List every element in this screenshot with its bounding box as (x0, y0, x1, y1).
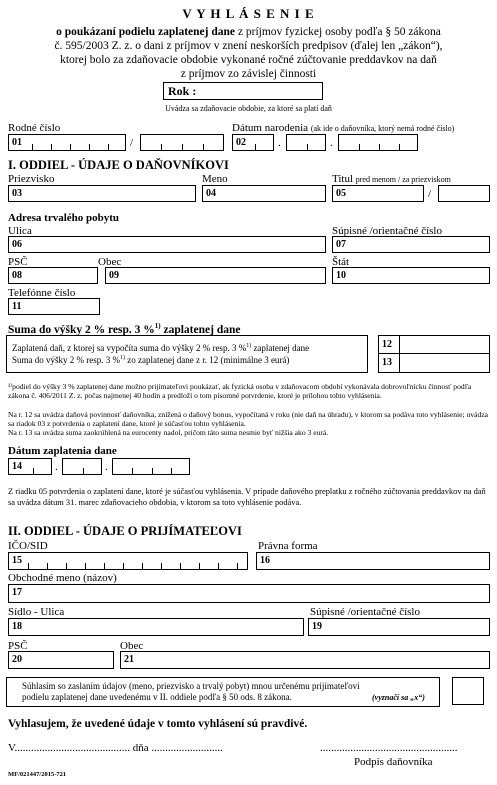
ulica-field[interactable] (8, 236, 326, 253)
form-code: MF/021447/2015-721 (8, 771, 67, 778)
field-number-03: 03 (12, 188, 22, 199)
ulica-label: Ulica (8, 225, 32, 237)
field-number-14: 14 (12, 461, 22, 472)
field-number-12: 12 (382, 339, 392, 350)
supisne-label: Súpisné /orientačné číslo (332, 225, 442, 237)
obec-2-field[interactable] (120, 651, 490, 669)
field-number-07: 07 (336, 239, 346, 250)
consent-text-2: podielu zaplatenej dane uvedenému v II. oddiele podľa § 50 ods. 8 zákona. (22, 692, 292, 702)
meno-field[interactable] (202, 185, 326, 202)
date-separator: . (278, 137, 281, 149)
ico-field[interactable] (8, 552, 248, 570)
document-title: V Y H L Á S E N I E (182, 6, 315, 21)
field-number-16: 16 (260, 555, 270, 566)
obchodne-meno-label: Obchodné meno (názov) (8, 572, 117, 584)
header-line-1: o poukázaní podielu zaplatenej dane z príjmov fyzickej osoby podľa § 50 zákona (56, 26, 441, 38)
ico-label: IČO/SID (8, 540, 48, 552)
field-number-21: 21 (124, 654, 134, 665)
datum-zaplatenia-note: Z riadku 05 potvrdenia o zaplatení dane, ktoré je súčasťou vyhlásenia. V prípade daňového preplatku z ročného zúčtovania preddavkov na daň sa uvádza dátum 31. marec zdaňovacieho obdobia, v ktorom sa toto vyhlásenie podáva. (8, 487, 486, 507)
date-separator: . (55, 461, 58, 473)
field-number-19: 19 (312, 621, 322, 632)
adresa-heading: Adresa trvalého pobytu (8, 212, 120, 224)
field-number-20: 20 (12, 654, 22, 665)
datum-zaplatenia-month[interactable] (62, 458, 102, 475)
supisne-2-label: Súpisné /orientačné číslo (310, 606, 420, 618)
rok-note: Uvádza sa zdaňovacie obdobie, za ktoré sa platí daň (165, 104, 332, 113)
section-1-title: I. ODDIEL - ÚDAJE O DAŇOVNÍKOVI (8, 158, 229, 172)
field-number-01: 01 (12, 137, 22, 148)
header-line-2: č. 595/2003 Z. z. o dani z príjmov v znení neskorších predpisov (ďalej len „zákon“), (54, 40, 443, 52)
consent-text-1: Súhlasím so zaslaním údajov (meno, priezvisko a trvalý pobyt) mnou určenému prijímateľovi (22, 681, 360, 691)
field-number-04: 04 (206, 188, 216, 199)
suma-heading: Suma do výšky 2 % resp. 3 %$^{1)}$ zaplatenej dane (8, 322, 241, 336)
obec-2-label: Obec (120, 640, 144, 652)
priezvisko-field[interactable] (8, 185, 196, 202)
meno-label: Meno (202, 173, 228, 185)
field-number-13: 13 (382, 357, 392, 368)
declaration-text: Vyhlasujem, že uvedené údaje v tomto vyhlásení sú pravdivé. (8, 718, 308, 730)
date-separator: . (330, 137, 333, 149)
pravna-forma-field[interactable] (256, 552, 490, 570)
rodne-cislo-label: Rodné číslo (8, 122, 61, 134)
signature-line[interactable]: .................................................. (320, 742, 458, 754)
suma-field-13[interactable] (378, 353, 490, 373)
consent-hint: (vyznačí sa „x“) (372, 693, 425, 702)
titul-pred-field[interactable] (332, 185, 424, 202)
priezvisko-label: Priezvisko (8, 173, 55, 185)
rok-field[interactable] (163, 82, 323, 100)
obec-label: Obec (98, 256, 122, 268)
suma-row1-text: Zaplatená daň, z ktorej sa vypočíta suma do výšky 2 % resp. 3 %$^{1)}$ zaplatenej dane (12, 343, 310, 353)
header-line-4: z príjmov zo závislej činnosti (180, 68, 317, 80)
datum-zaplatenia-heading: Dátum zaplatenia dane (8, 445, 117, 457)
sidlo-label: Sídlo - Ulica (8, 606, 65, 618)
supisne-field[interactable] (332, 236, 490, 253)
field-number-09: 09 (109, 270, 119, 281)
rodne-cislo-field-part2[interactable] (140, 134, 224, 151)
datum-zaplatenia-year[interactable] (112, 458, 190, 475)
field-number-18: 18 (12, 621, 22, 632)
datum-narodenia-year[interactable] (338, 134, 418, 151)
datum-narodenia-month[interactable] (286, 134, 326, 151)
section-2-title: II. ODDIEL - ÚDAJE O PRIJÍMATEĽOVI (8, 524, 242, 538)
footnote-1: ¹⁾podiel do výšky 3 % zaplatenej dane možno prijímateľovi poukázať, ak fyzická osoba v zdaňovacom období vykonávala dobrovoľnícku činnosť podľa zákona č. 406/2011 Z. z. počas najmenej 40 hodín a predloží o tom písomné potvrdenie, ktoré je prílohou tohto vyhlásenia. (8, 382, 472, 400)
footnote-row-12: Na r. 12 sa uvádza daňová povinnosť daňovníka, znížená o daňový bonus, vypočítaná v roku (nie daň na úhradu), v ktorom sa podáva toto vyhlásenie; uvádza sa riadok 03 z potvrdenia o zaplatení dane, ktoré je súčasťou tohto vyhlásenia. (8, 410, 489, 428)
field-number-15: 15 (12, 555, 22, 566)
date-separator: . (105, 461, 108, 473)
suma-field-12[interactable] (378, 335, 490, 354)
rodne-cislo-slash: / (130, 137, 134, 149)
header-line-3: ktorej bolo za zdaňovacie obdobie vykonané ročné zúčtovanie preddavkov na daň (60, 54, 437, 66)
telefon-label: Telefónne číslo (8, 287, 76, 299)
stat-label: Štát (332, 256, 350, 268)
psc-2-label: PSČ (8, 640, 28, 652)
footnote-row-13: Na r. 13 sa uvádza suma zaokrúhlená na eurocenty nadol, pričom táto suma nesmie byť nižšia ako 3 eurá. (8, 428, 329, 437)
suma-row2-text: Suma do výšky 2 % resp. 3 %$^{1)}$ zo zaplatenej dane z r. 12 (minimálne 3 eurá) (12, 355, 290, 365)
titul-slash: / (428, 188, 432, 200)
datum-narodenia-day[interactable] (232, 134, 274, 151)
datum-narodenia-label: Dátum narodenia (ak ide o daňovníka, ktorý nemá rodné číslo) (232, 122, 455, 134)
field-number-02: 02 (236, 137, 246, 148)
field-number-06: 06 (12, 239, 22, 250)
telefon-field[interactable] (8, 298, 100, 315)
sidlo-ulica-field[interactable] (8, 618, 304, 636)
datum-zaplatenia-day[interactable] (8, 458, 52, 475)
signature-label: Podpis daňovníka (354, 756, 433, 768)
psc-2-field[interactable] (8, 651, 114, 669)
field-number-05: 05 (336, 188, 346, 199)
titul-za-field[interactable] (438, 185, 490, 202)
field-number-10: 10 (336, 270, 346, 281)
psc-field[interactable] (8, 267, 98, 284)
field-number-11: 11 (12, 301, 22, 312)
stat-field[interactable] (332, 267, 490, 284)
obec-field[interactable] (105, 267, 326, 284)
consent-checkbox[interactable] (452, 677, 484, 705)
psc-label: PSČ (8, 256, 28, 268)
pravna-forma-label: Právna forma (258, 540, 318, 552)
suma-description-box (6, 335, 368, 373)
rok-label: Rok : (168, 84, 197, 98)
supisne-2-field[interactable] (308, 618, 490, 636)
obchodne-meno-field[interactable] (8, 584, 490, 603)
place-date-line[interactable]: V.......................................... dňa .......................... (8, 742, 223, 754)
field-number-08: 08 (12, 270, 22, 281)
titul-label: Titul pred menom / za priezviskom (332, 173, 451, 185)
rodne-cislo-field-part1[interactable] (8, 134, 126, 151)
field-number-17: 17 (12, 587, 22, 598)
